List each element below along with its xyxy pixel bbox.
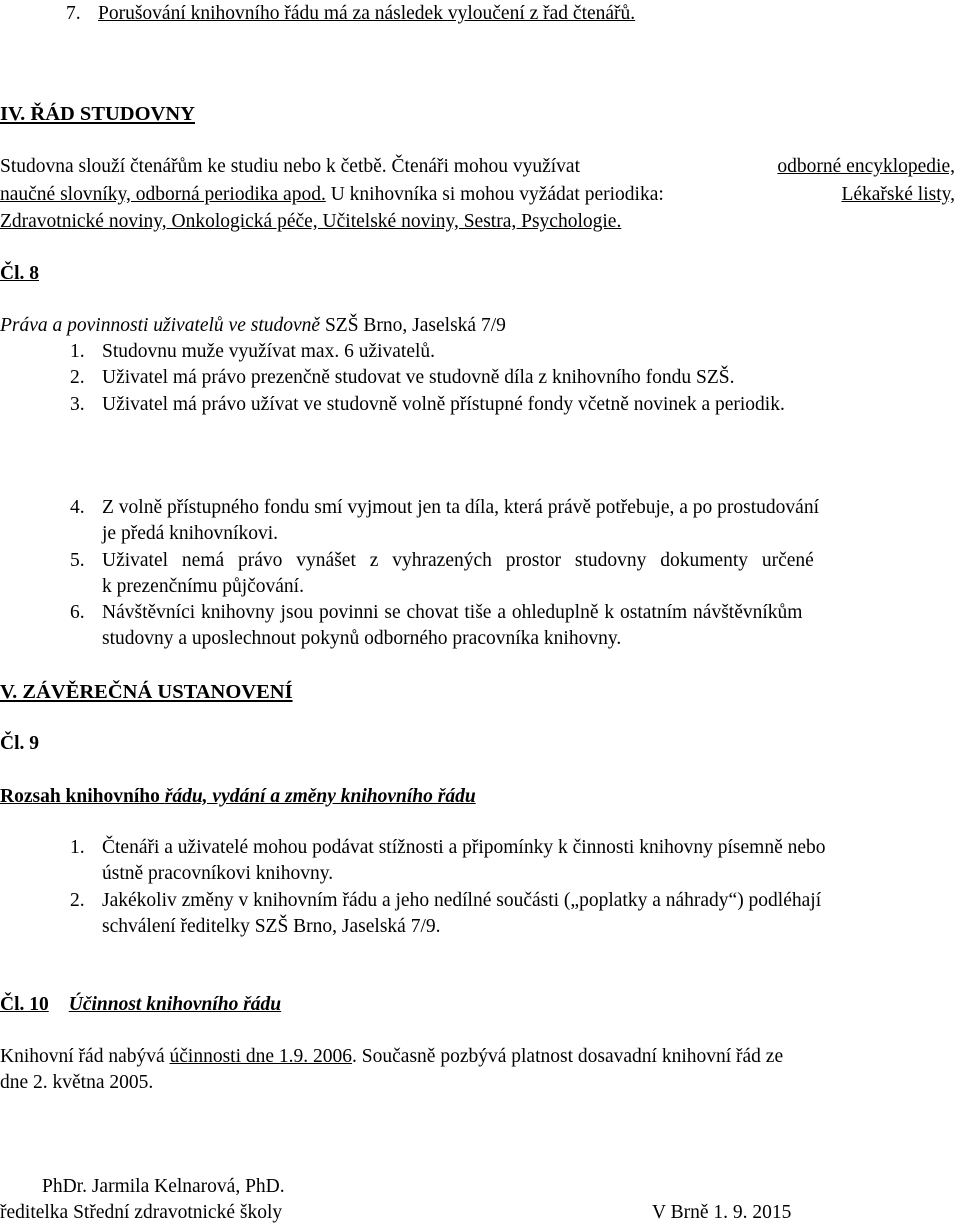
subtitle-italic: Práva a povinnosti uživatelů ve studovně <box>0 315 321 336</box>
list-number: 2. <box>70 367 85 388</box>
list-text: Jakékoliv změny v knihovním řádu a jeho nedílné součásti („poplatky a náhrady“) podléhají <box>102 890 822 911</box>
list-text: Z volně přístupného fondu smí vyjmout jen ta díla, která právě potřebuje, a po prostudování <box>102 497 820 518</box>
list-text-cont: ústně pracovníkovi knihovny. <box>102 863 334 884</box>
section-heading: V. ZÁVĚREČNÁ USTANOVENÍ <box>0 681 293 703</box>
paragraph-text: naučné slovníky, odborná periodika apod. <box>0 184 326 205</box>
list-number: 5. <box>70 550 85 571</box>
signature-name: PhDr. Jarmila Kelnarová, PhD. <box>42 1176 285 1197</box>
list-text: Návštěvníci knihovny jsou povinni se chovat tiše a ohleduplně k ostatním návštěvníkům <box>102 602 803 623</box>
list-text-cont: je předá knihovníkovi. <box>102 523 279 544</box>
paragraph-text: Studovna slouží čtenářům ke studiu nebo k četbě. Čtenáři mohou využívat <box>0 156 580 177</box>
list-text: Uživatel nemá právo vynášet z vyhrazených prostor studovny dokumenty určené <box>102 550 814 571</box>
list-number: 2. <box>70 890 85 911</box>
list-text: Studovnu muže využívat max. 6 uživatelů. <box>102 341 436 362</box>
list-number: 1. <box>70 341 85 362</box>
article-title <box>0 785 476 809</box>
paragraph-text: . Současně pozbývá platnost dosavadní knihovní řád ze <box>352 1046 784 1067</box>
list-number: 1. <box>70 837 85 858</box>
paragraph-text: účinnosti dne 1.9. 2006 <box>169 1046 353 1067</box>
title-bold-italic: řádu, vydání a změny knihovního řádu <box>164 786 476 807</box>
article-label: Čl. 8 <box>0 263 39 284</box>
subtitle-rest: SZŠ Brno, Jaselská 7/9 <box>320 315 506 336</box>
paragraph-text: Zdravotnické noviny, Onkologická péče, Učitelské noviny, Sestra, Psychologie. <box>0 211 622 232</box>
paragraph-text: dne 2. května 2005. <box>0 1072 154 1093</box>
list-text: Porušování knihovního řádu má za následek vyloučení z řad čtenářů. <box>98 3 636 24</box>
paragraph-line <box>0 183 955 207</box>
list-text: Čtenáři a uživatelé mohou podávat stížnosti a připomínky k činnosti knihovny písemně nebo <box>102 837 826 858</box>
list-text-cont: schválení ředitelky SZŠ Brno, Jaselská 7/9. <box>102 916 441 937</box>
section-heading: IV. ŘÁD STUDOVNY <box>0 103 195 125</box>
article-heading <box>0 993 281 1017</box>
signature-date: V Brně 1. 9. 2015 <box>652 1202 792 1223</box>
list-text-cont: k prezenčnímu půjčování. <box>102 576 304 597</box>
list-item <box>70 340 435 364</box>
article-label: Čl. 10 <box>0 994 49 1015</box>
list-item <box>66 2 635 26</box>
paragraph-text: U knihovníka si mohou vyžádat periodika: <box>325 184 664 205</box>
paragraph-line <box>0 1045 783 1069</box>
list-item <box>70 601 802 625</box>
title-bold: Rozsah knihovního <box>0 786 165 807</box>
article-label: Čl. 9 <box>0 733 39 754</box>
list-item <box>70 889 821 913</box>
list-number: 4. <box>70 497 85 518</box>
paragraph-text: odborné encyklopedie, <box>777 156 955 177</box>
list-item <box>70 836 826 860</box>
list-text: Uživatel má právo užívat ve studovně volně přístupné fondy včetně novinek a periodik. <box>102 394 785 415</box>
list-number: 6. <box>70 602 85 623</box>
list-item <box>70 366 735 390</box>
article-subtitle <box>0 314 506 338</box>
list-text: Uživatel má právo prezenčně studovat ve studovně díla z knihovního fondu SZŠ. <box>102 367 735 388</box>
list-text-cont: studovny a uposlechnout pokynů odborného pracovníka knihovny. <box>102 628 622 649</box>
list-number: 7. <box>66 3 81 24</box>
list-item <box>70 549 814 573</box>
paragraph-text: Lékařské listy, <box>841 184 955 205</box>
article-title: Účinnost knihovního řádu <box>68 994 282 1015</box>
paragraph-text: Knihovní řád nabývá <box>0 1046 170 1067</box>
list-number: 3. <box>70 394 85 415</box>
signature-role: ředitelka Střední zdravotnické školy <box>0 1202 283 1223</box>
paragraph-line <box>0 155 955 179</box>
list-item <box>70 496 819 520</box>
list-item <box>70 393 785 417</box>
